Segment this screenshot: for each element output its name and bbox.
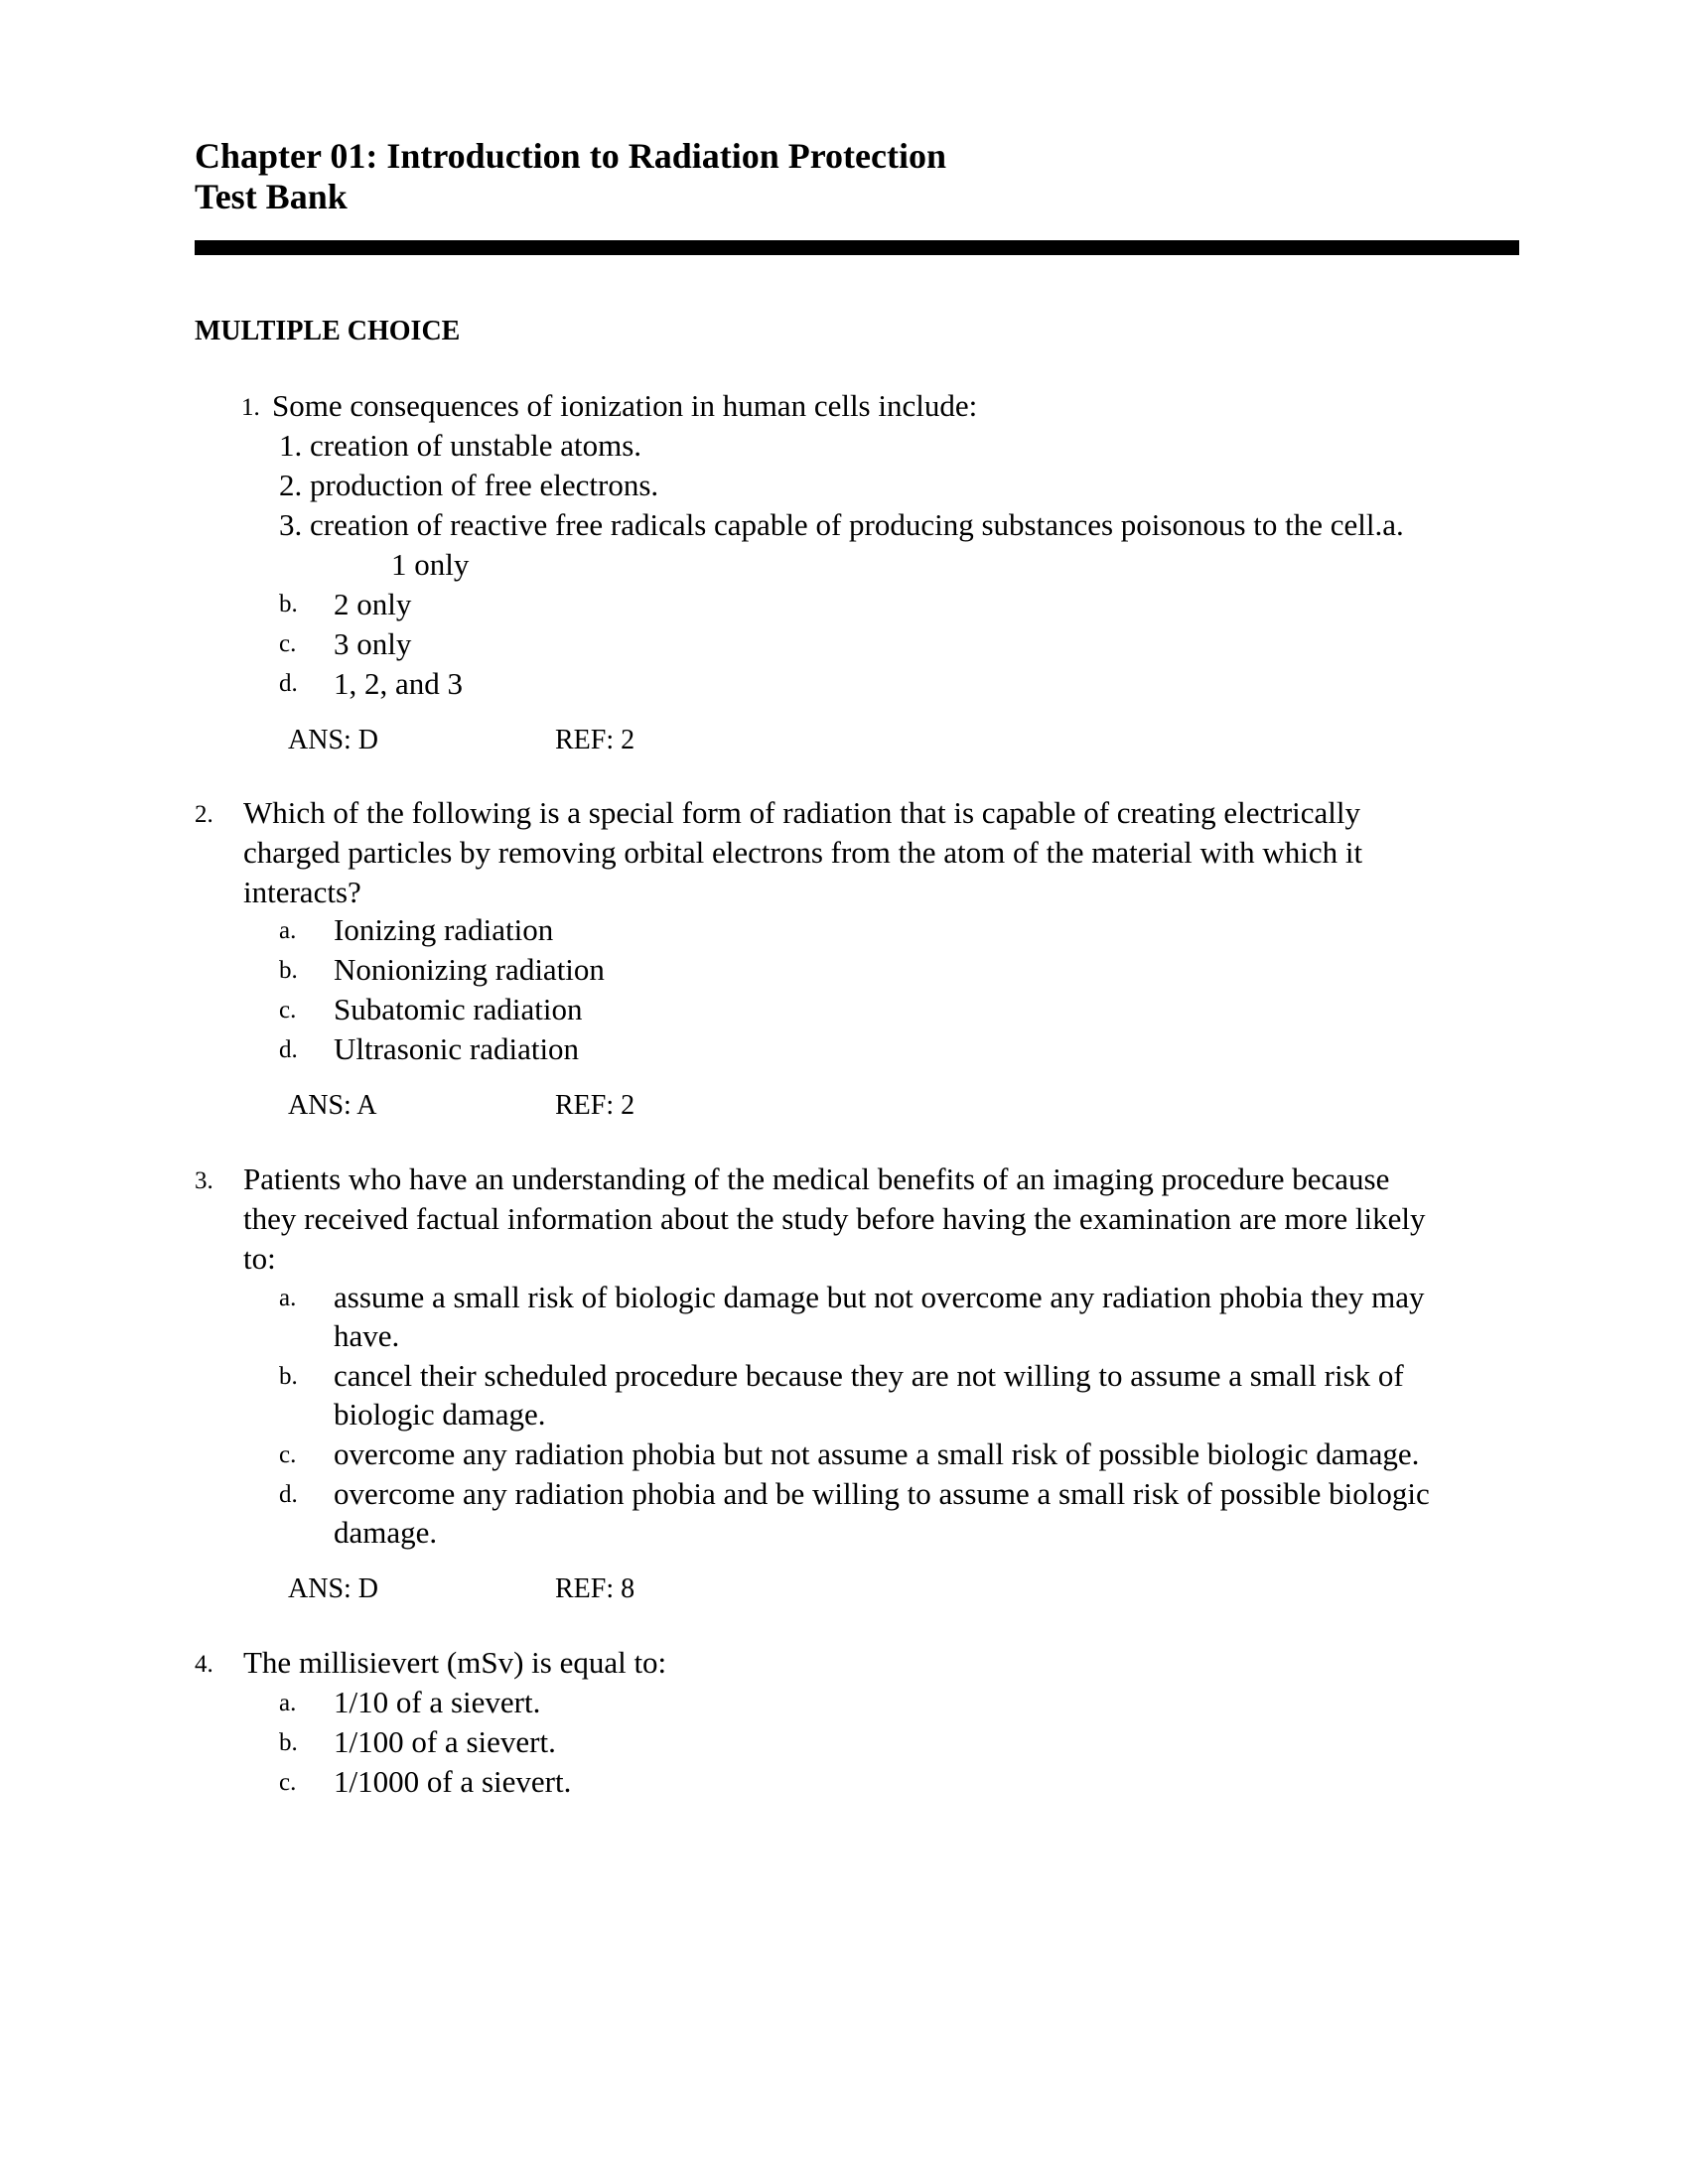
sub-item: 1. creation of unstable atoms.: [279, 428, 642, 463]
option-text: Nonionizing radiation: [334, 952, 605, 987]
option-letter: a.: [279, 917, 297, 944]
question-number: 3.: [195, 1167, 213, 1194]
option-text: 1 only: [391, 547, 470, 582]
option-text: 1, 2, and 3: [334, 666, 464, 701]
option-text: 3 only: [334, 626, 412, 661]
option-text: assume a small risk of biologic damage but not overcome any radiation phobia they may: [334, 1280, 1425, 1314]
sub-item: 2. production of free electrons.: [279, 468, 659, 502]
question-stem: The millisievert (mSv) is equal to:: [243, 1645, 667, 1680]
option-text: 1/100 of a sievert.: [334, 1724, 556, 1759]
option-letter: b.: [279, 1363, 298, 1390]
option-text: 2 only: [334, 587, 412, 621]
question-stem: Which of the following is a special form of radiation that is capable of creating electrically: [243, 795, 1361, 830]
answer-key: ANS: A: [288, 1090, 377, 1121]
question-number: 1.: [241, 394, 260, 421]
option-letter: a.: [279, 1690, 297, 1716]
option-letter: d.: [279, 1036, 298, 1063]
option-text: cancel their scheduled procedure because they are not willing to assume a small risk of: [334, 1358, 1404, 1393]
sub-item: 3. creation of reactive free radicals capable of producing substances poisonous to the cell.a.: [279, 507, 1404, 542]
option-letter: b.: [279, 1729, 298, 1756]
option-text: Ionizing radiation: [334, 912, 554, 947]
option-text: have.: [334, 1318, 400, 1353]
question-number: 2.: [195, 801, 213, 828]
chapter-title: Chapter 01: Introduction to Radiation Protection: [195, 136, 947, 176]
option-letter: c.: [279, 997, 297, 1024]
answer-key: ANS: D: [288, 1573, 379, 1604]
reference: REF: 8: [555, 1573, 635, 1604]
reference: REF: 2: [555, 725, 635, 755]
option-letter: d.: [279, 670, 298, 697]
option-text: Subatomic radiation: [334, 992, 583, 1026]
question-number: 4.: [195, 1651, 213, 1678]
option-text: damage.: [334, 1515, 438, 1550]
option-text: biologic damage.: [334, 1397, 546, 1432]
question-stem: they received factual information about the study before having the examination are more likely: [243, 1201, 1426, 1236]
section-heading: MULTIPLE CHOICE: [195, 316, 461, 346]
option-letter: c.: [279, 1769, 297, 1796]
question-stem: charged particles by removing orbital electrons from the atom of the material with which it: [243, 835, 1363, 870]
option-letter: c.: [279, 630, 297, 657]
option-text: overcome any radiation phobia and be willing to assume a small risk of possible biologic: [334, 1476, 1430, 1511]
option-text: 1/10 of a sievert.: [334, 1685, 541, 1719]
question-stem: Patients who have an understanding of the medical benefits of an imaging procedure because: [243, 1161, 1390, 1196]
option-letter: c.: [279, 1441, 297, 1468]
option-letter: d.: [279, 1481, 298, 1508]
test-bank-subtitle: Test Bank: [195, 177, 348, 216]
header-divider: [195, 240, 1519, 255]
question-stem: to:: [243, 1241, 276, 1276]
answer-key: ANS: D: [288, 725, 379, 755]
option-letter: b.: [279, 957, 298, 984]
option-letter: a.: [279, 1285, 297, 1311]
option-text: Ultrasonic radiation: [334, 1031, 580, 1066]
question-stem: interacts?: [243, 875, 361, 909]
option-text: overcome any radiation phobia but not assume a small risk of possible biologic damage.: [334, 1436, 1420, 1471]
option-letter: b.: [279, 591, 298, 617]
reference: REF: 2: [555, 1090, 635, 1121]
option-text: 1/1000 of a sievert.: [334, 1764, 572, 1799]
question-stem: Some consequences of ionization in human cells include:: [272, 388, 978, 423]
